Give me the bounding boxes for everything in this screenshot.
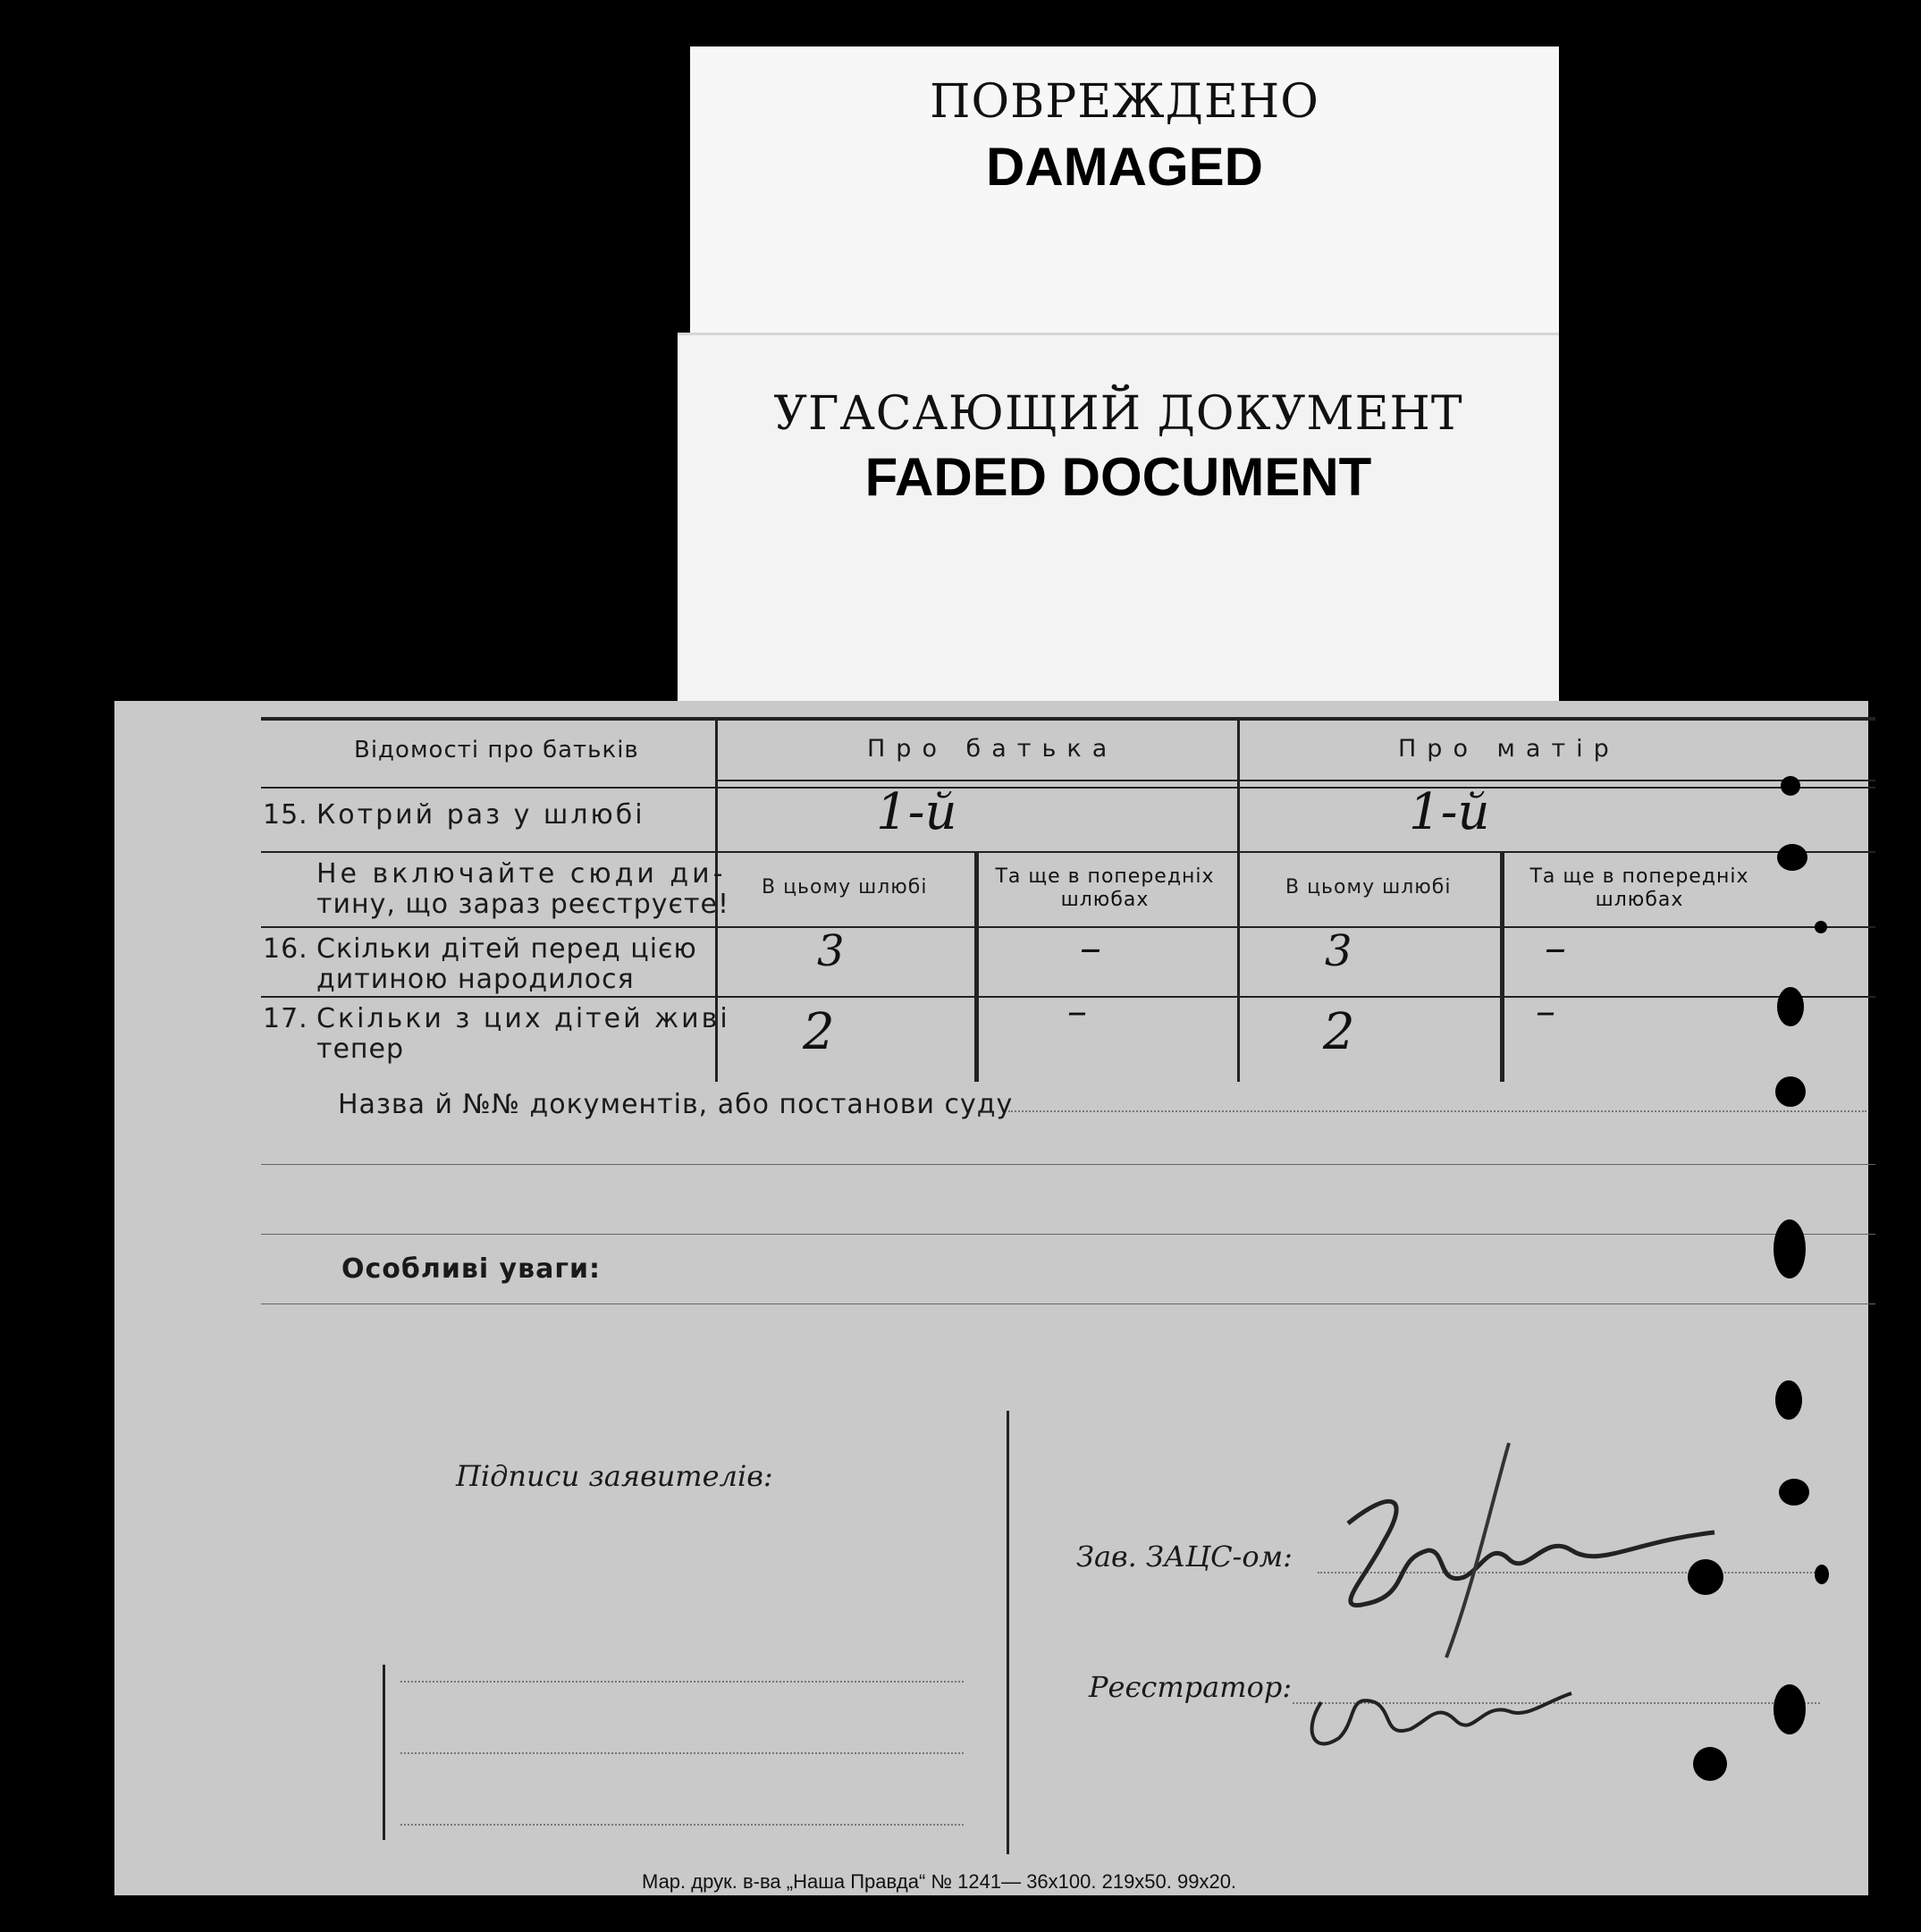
faded-note	[678, 333, 1559, 702]
applicants-signatures-label: Підписи заявителів:	[456, 1459, 773, 1493]
mother-marriage-count: 1-й	[1409, 783, 1490, 841]
row17-line2: тепер	[316, 1033, 405, 1065]
father-prev-marriages-header	[980, 865, 1230, 912]
mother-alive-prev-marriages: –	[1536, 989, 1555, 1034]
punch-hole-10	[1815, 1565, 1829, 1584]
col-divider-father-sub	[974, 853, 979, 1082]
father-marriage-count: 1-й	[876, 783, 957, 841]
table-top-rule	[261, 717, 1875, 721]
damaged-note-ru: ПОВРЕЖДЕНО	[930, 75, 1319, 129]
registration-card	[114, 701, 1868, 1895]
registrar-signature-image	[1276, 1649, 1652, 1774]
printer-footer: Мар. друк. в-ва „Наша Правда“ № 1241— 36х100. 219х50. 99х20.	[642, 1870, 1237, 1893]
head-signature-image	[1312, 1434, 1813, 1666]
documents-label: Назва й №№ документів, або постанови суду	[338, 1089, 1014, 1120]
applicant-line-1	[400, 1681, 964, 1683]
exclude-note-line1: Не включайте сюди ди-	[316, 858, 727, 890]
applicants-bracket	[383, 1665, 385, 1840]
row16-line1: Скільки дітей перед цією	[316, 933, 697, 965]
col-divider-2	[1237, 719, 1240, 1082]
row15-rule	[261, 851, 1875, 853]
mother-children-prev-marriages: –	[1545, 923, 1566, 973]
header-parents-info: Відомості про батьків	[354, 737, 639, 764]
applicant-line-2	[400, 1752, 964, 1754]
row17-number: 17.	[263, 1003, 308, 1034]
row16-number: 16.	[263, 933, 308, 965]
faded-note-ru: УГАСАЮЩИЙ ДОКУМЕНТ	[773, 387, 1463, 441]
mother-this-marriage-header: В цьому шлюбі	[1285, 876, 1452, 899]
faded-note-en: FADED DOCUMENT	[864, 447, 1372, 507]
damaged-note-en: DAMAGED	[986, 137, 1263, 197]
punch-hole-4	[1777, 987, 1804, 1026]
father-children-this-marriage: 3	[817, 926, 845, 976]
row17-line1: Скільки з цих дітей живі	[316, 1003, 730, 1034]
header-rule-2	[261, 787, 1875, 789]
remarks-line	[261, 1303, 1875, 1304]
head-zags-label: Зав. ЗАЦС-ом:	[1076, 1540, 1293, 1573]
punch-hole-11	[1774, 1684, 1806, 1734]
punch-hole-9	[1688, 1559, 1723, 1595]
exclude-note-line2: тину, що зараз реєструєте!	[316, 889, 729, 920]
father-children-prev-marriages: –	[1080, 923, 1101, 973]
punch-hole-3	[1815, 921, 1827, 933]
punch-hole-7	[1775, 1380, 1802, 1420]
punch-hole-12	[1693, 1747, 1727, 1781]
col-divider-mother-sub	[1500, 853, 1504, 1082]
punch-hole-6	[1774, 1219, 1806, 1278]
remarks-label: Особливі уваги:	[341, 1253, 602, 1285]
mother-prev-line2: шлюбах	[1595, 889, 1684, 911]
father-prev-line2: шлюбах	[1060, 889, 1150, 911]
punch-hole-8	[1779, 1479, 1809, 1506]
mother-prev-line1: Та ще в попередніх	[1529, 865, 1749, 888]
father-alive-prev-marriages: –	[1067, 989, 1087, 1034]
header-mother: Про матір	[1398, 735, 1620, 763]
subheader-rule	[261, 926, 1875, 928]
mother-prev-marriages-header	[1505, 865, 1774, 912]
father-prev-line1: Та ще в попередніх	[995, 865, 1215, 888]
applicant-line-3	[400, 1824, 964, 1826]
documents-line-3	[261, 1234, 1875, 1235]
header-rule-1	[715, 780, 1875, 781]
mother-children-this-marriage: 3	[1325, 926, 1352, 976]
row16-line2: дитиною народилося	[316, 964, 635, 995]
punch-hole-5	[1775, 1076, 1806, 1107]
punch-hole-2	[1777, 844, 1807, 871]
documents-line-2	[261, 1164, 1875, 1165]
father-this-marriage-header: В цьому шлюбі	[762, 876, 928, 899]
punch-hole-1	[1781, 776, 1800, 796]
header-father: Про батька	[867, 735, 1118, 763]
documents-line-1	[1008, 1110, 1866, 1112]
row15-number: 15.	[263, 799, 308, 831]
mother-alive-this-marriage: 2	[1323, 1003, 1355, 1061]
row15-label: Котрий раз у шлюбі	[316, 799, 645, 831]
father-alive-this-marriage: 2	[803, 1003, 835, 1061]
registrar-label: Реєстратор:	[1089, 1670, 1293, 1704]
signature-divider	[1007, 1411, 1009, 1854]
